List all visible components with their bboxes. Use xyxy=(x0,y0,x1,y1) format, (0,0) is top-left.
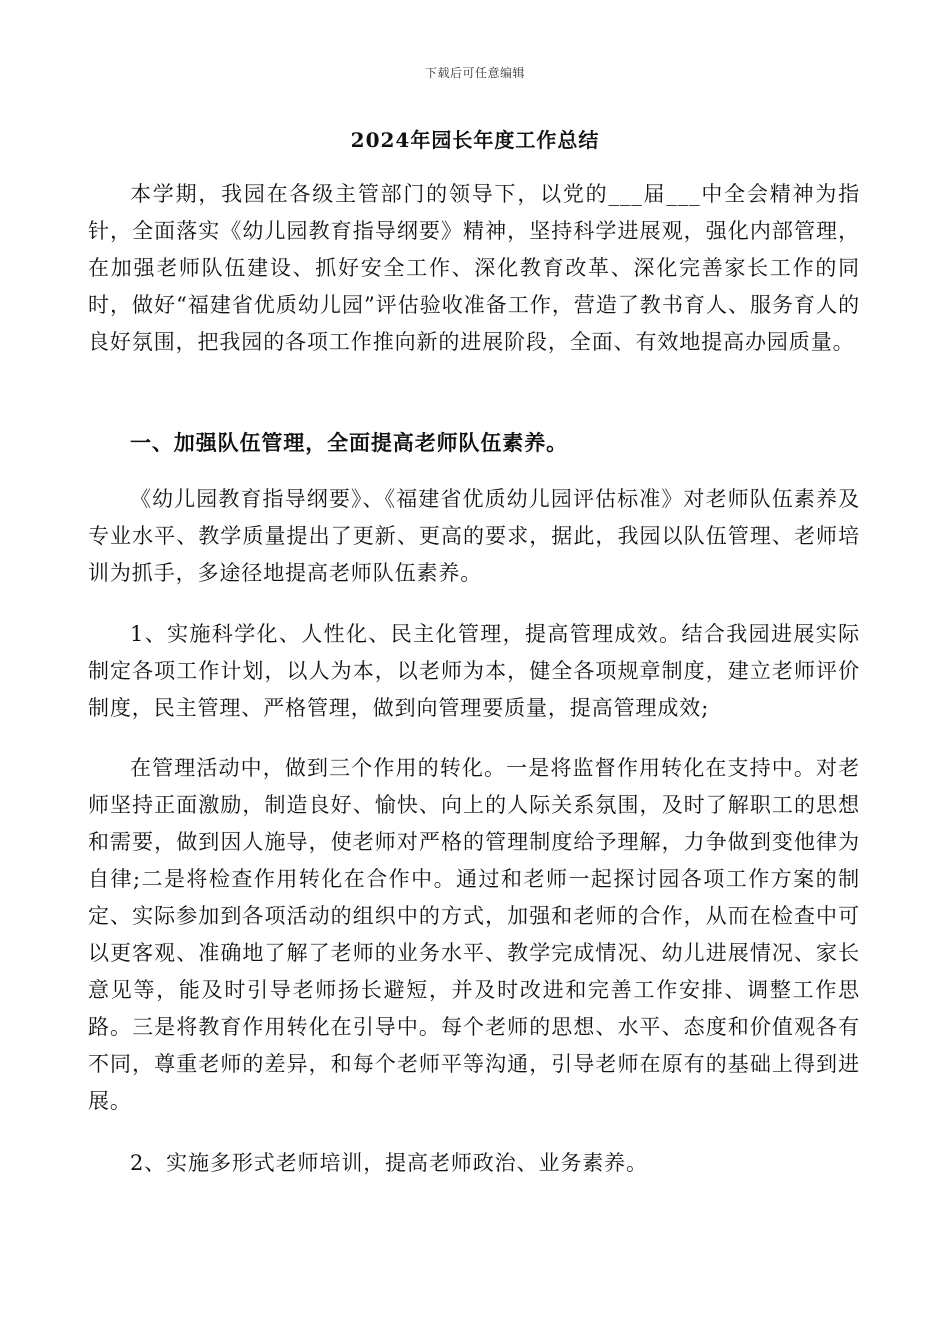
section-heading: 一、加强队伍管理，全面提高老师队伍素养。 xyxy=(130,430,568,455)
management-paragraph: 在管理活动中，做到三个作用的转化。一是将监督作用转化在支持中。对老师坚持正面激励，制造良好、愉快、向上的人际关系氛围，及时了解职工的思想和需要，做到因人施导，使老师对严格的管理制度给予理解，力争做到变他律为自律;二是将检查作用转化在合作中。通过和老师一起探讨园各项工作方案的制定、实际参加到各项活动的组织中的方式，加强和老师的合作，从而在检查中可以更客观、准确地了解了老师的业务水平、教学完成情况、幼儿进展情况、家长意见等，能及时引导老师扬长避短，并及时改进和完善工作安排、调整工作思路。三是将教育作用转化在引导中。每个老师的思想、水平、态度和价值观各有不同，尊重老师的差异，和每个老师平等沟通，引导老师在原有的基础上得到进展。 xyxy=(88,756,860,1113)
item-1-paragraph: 1、实施科学化、人性化、民主化管理，提高管理成效。结合我园进展实际制定各项工作计划，以人为本，以老师为本，健全各项规章制度，建立老师评价制度，民主管理、严格管理，做到向管理要质量，提高管理成效; xyxy=(88,622,860,720)
item-2-paragraph: 2、实施多形式老师培训，提高老师政治、业务素养。 xyxy=(130,1151,648,1175)
section-intro-paragraph: 《幼儿园教育指导纲要》、《福建省优质幼儿园评估标准》对老师队伍素养及专业水平、教学质量提出了更新、更高的要求，据此，我园以队伍管理、老师培训为抓手，多途径地提高老师队伍素养。 xyxy=(88,487,860,585)
document-title: 2024年园长年度工作总结 xyxy=(350,128,600,152)
header-note: 下载后可任意编辑 xyxy=(424,66,525,80)
intro-paragraph: 本学期，我园在各级主管部门的领导下，以党的___届___中全会精神为指针，全面落实《幼儿园教育指导纲要》精神，坚持科学进展观，强化内部管理，在加强老师队伍建设、抓好安全工作、深化教育改革、深化完善家长工作的同时，做好“福建省优质幼儿园”评估验收准备工作，营造了教书育人、服务育人的良好氛围，把我园的各项工作推向新的进展阶段，全面、有效地提高办园质量。 xyxy=(88,182,860,354)
